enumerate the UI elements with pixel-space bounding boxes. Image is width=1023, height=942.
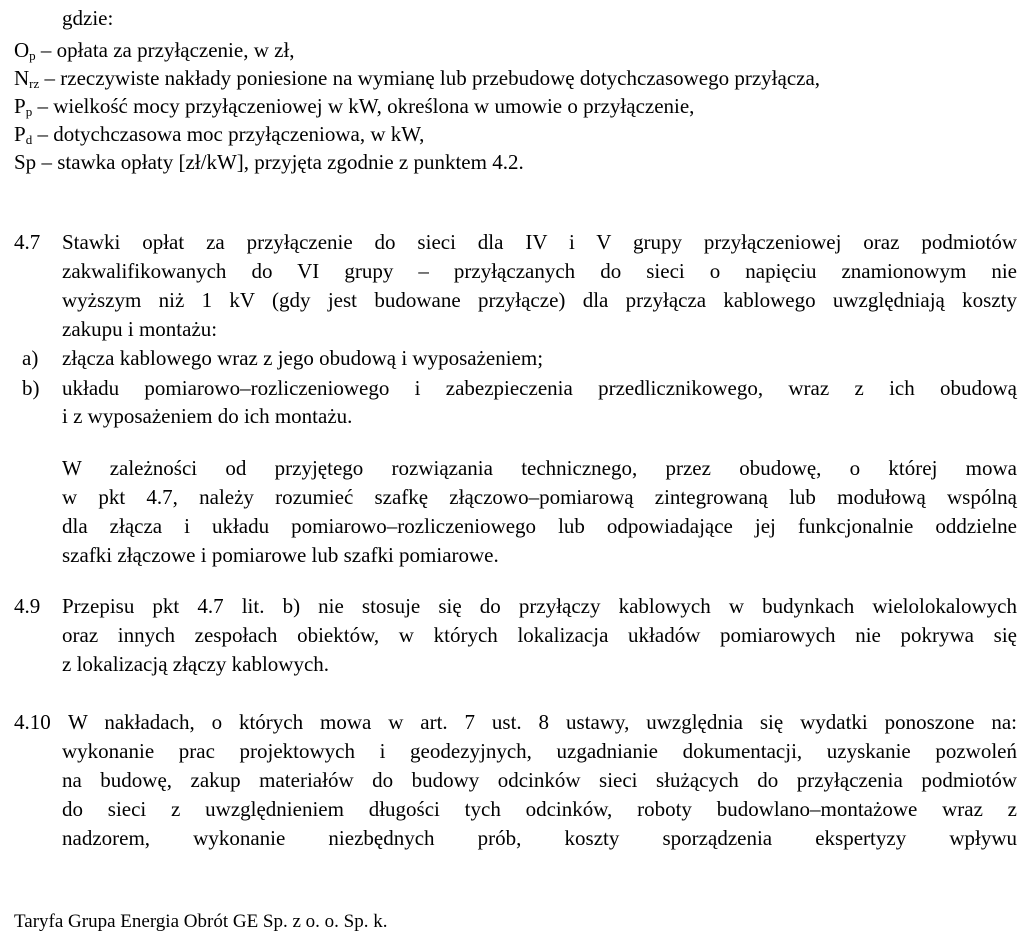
definition-item (14, 122, 424, 152)
definition-text: – wielkość mocy przyłączeniowej w kW, określona w umowie o przyłączenie, (32, 94, 695, 118)
definition-subscript: rz (29, 76, 40, 91)
section-line: nadzorem, wykonanie niezbędnych prób, koszty sporządzenia ekspertyzy wpływu (62, 826, 1017, 850)
definition-text: – opłata za przyłączenie, w zł, (35, 38, 295, 62)
section-line: wyższym niż 1 kV (gdy jest budowane przyłącze) dla przyłącza kablowego uwzględniają koszty (62, 288, 1017, 312)
definition-subscript: p (25, 104, 33, 119)
list-item: i z wyposażeniem do ich montażu. (62, 404, 353, 428)
page-footer: Taryfa Grupa Energia Obrót GE Sp. z o. o. Sp. k. (14, 911, 388, 932)
definition-item (14, 94, 694, 124)
section-line: zakwalifikowanych do VI grupy – przyłączanych do sieci o napięciu znamionowym nie (62, 259, 1017, 283)
section-line: Stawki opłat za przyłączenie do sieci dla IV i V grupy przyłączeniowej oraz podmiotów (62, 230, 1017, 254)
section-line: Przepisu pkt 4.7 lit. b) nie stosuje się do przyłączy kablowych w budynkach wielolokalowych (62, 594, 1017, 618)
section-line: oraz innych zespołach obiektów, w których lokalizacja układów pomiarowych nie pokrywa się (62, 623, 1017, 647)
definition-item (14, 150, 524, 180)
list-item: układu pomiarowo–rozliczeniowego i zabezpieczenia przedlicznikowego, wraz z ich obudową (62, 376, 1017, 400)
section-line: W nakładach, o których mowa w art. 7 ust. 8 ustawy, uwzględnia się wydatki ponoszone na: (68, 710, 1017, 734)
section-line: wykonanie prac projektowych i geodezyjnych, uzgadnianie dokumentacji, uzyskanie pozwoleń (62, 739, 1017, 763)
paragraph-line: dla złącza i układu pomiarowo–rozliczeniowego lub odpowiadające jej funkcjonalnie oddzielne (62, 514, 1017, 538)
definition-item (14, 38, 295, 68)
section-number: 4.10 (14, 710, 51, 734)
paragraph-line: w pkt 4.7, należy rozumieć szafkę złączowo–pomiarową zintegrowaną lub modułową wspólną (62, 485, 1017, 509)
section-line: zakupu i montażu: (62, 317, 218, 341)
list-label: b) (22, 376, 40, 400)
paragraph-line: szafki złączowe i pomiarowe lub szafki pomiarowe. (62, 543, 499, 567)
definition-text: – stawka opłaty [zł/kW], przyjęta zgodnie z punktem 4.2. (36, 150, 524, 174)
section-line: do sieci z uwzględnieniem długości tych odcinków, roboty budowlano–montażowe wraz z (62, 797, 1017, 821)
section-number: 4.7 (14, 230, 41, 254)
section-number: 4.9 (14, 594, 41, 618)
definition-symbol: Sp (14, 150, 37, 174)
definition-symbol: N (14, 66, 30, 90)
definition-text: – dotychczasowa moc przyłączeniowa, w kW, (32, 122, 425, 146)
definition-symbol: P (14, 122, 26, 146)
section-line: z lokalizacją złączy kablowych. (62, 652, 330, 676)
list-item: złącza kablowego wraz z jego obudową i wyposażeniem; (62, 346, 544, 370)
paragraph-line: W zależności od przyjętego rozwiązania technicznego, przez obudowę, o której mowa (62, 456, 1017, 480)
list-label: a) (22, 346, 39, 370)
definition-subscript: d (25, 132, 33, 147)
definition-symbol: P (14, 94, 26, 118)
definition-symbol: O (14, 38, 30, 62)
definition-text: – rzeczywiste nakłady poniesione na wymianę lub przebudowę dotychczasowego przyłącza, (39, 66, 821, 90)
definitions-intro: gdzie: (62, 6, 114, 30)
definition-item (14, 66, 820, 96)
definition-subscript: p (29, 48, 36, 63)
section-line: na budowę, zakup materiałów do budowy odcinków sieci służących do przyłączenia podmiotów (62, 768, 1017, 792)
